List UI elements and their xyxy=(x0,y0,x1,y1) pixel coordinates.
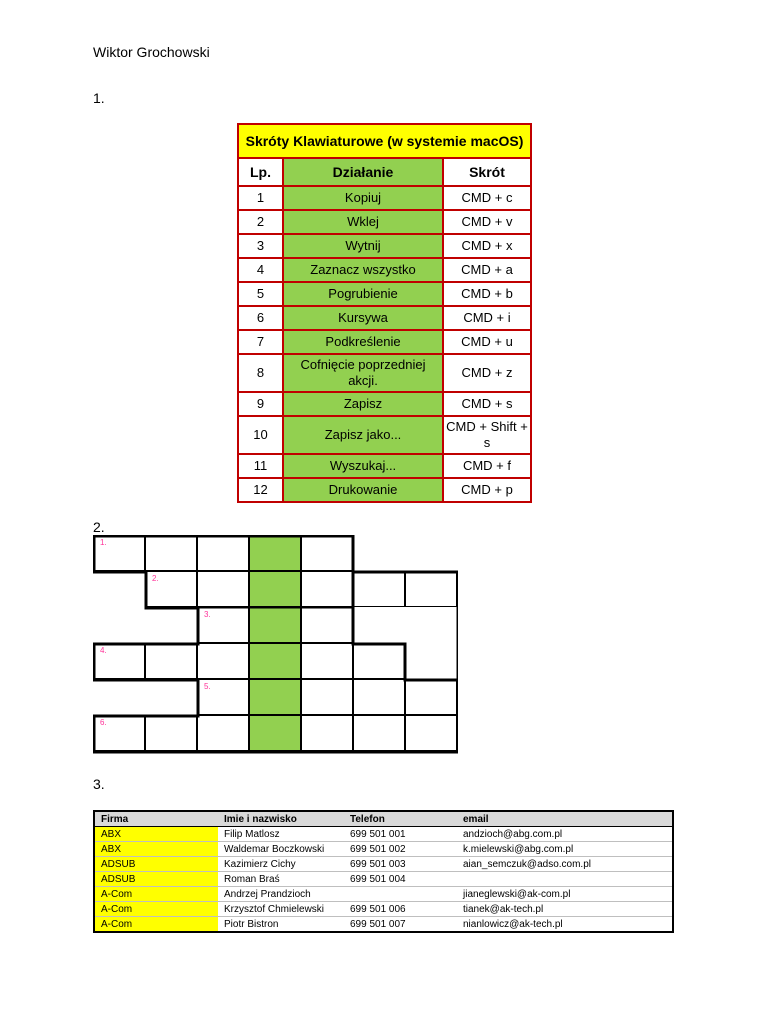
cell-shortcut: CMD + c xyxy=(443,186,531,210)
cell-name: Roman Braś xyxy=(218,872,344,887)
table-row xyxy=(238,354,531,392)
table-row xyxy=(238,392,531,416)
cell-shortcut: CMD + p xyxy=(443,478,531,502)
clue-number: 5. xyxy=(204,682,211,691)
cell-shortcut: CMD + a xyxy=(443,258,531,282)
table-row xyxy=(94,842,673,857)
cell-firma: A-Com xyxy=(94,902,218,917)
clue-number: 4. xyxy=(100,646,107,655)
cell-firma: ADSUB xyxy=(94,857,218,872)
cell-lp: 1 xyxy=(238,186,283,210)
table-header-row xyxy=(238,158,531,186)
cell-action: Podkreślenie xyxy=(283,330,443,354)
cell-email: tianek@ak-tech.pl xyxy=(457,902,673,917)
cell-lp: 6 xyxy=(238,306,283,330)
cell-firma: ADSUB xyxy=(94,872,218,887)
clue-number: 2. xyxy=(152,574,159,583)
cell-action: Drukowanie xyxy=(283,478,443,502)
crossword-grid xyxy=(93,535,458,755)
table-row xyxy=(94,887,673,902)
cell-lp: 5 xyxy=(238,282,283,306)
contacts-table xyxy=(93,810,674,933)
cell-name: Kazimierz Cichy xyxy=(218,857,344,872)
cell-action: Zapisz jako... xyxy=(283,416,443,454)
section-number-2: 2. xyxy=(93,519,105,535)
cell-shortcut: CMD + i xyxy=(443,306,531,330)
cell-firma: ABX xyxy=(94,842,218,857)
cell-action: Wytnij xyxy=(283,234,443,258)
table-row xyxy=(238,330,531,354)
cell-name: Filip Matlosz xyxy=(218,827,344,842)
cell-lp: 7 xyxy=(238,330,283,354)
cell-firma: A-Com xyxy=(94,917,218,933)
table-row xyxy=(94,827,673,842)
cell-shortcut: CMD + Shift + s xyxy=(443,416,531,454)
table-row xyxy=(94,902,673,917)
cell-firma: A-Com xyxy=(94,887,218,902)
table-row xyxy=(94,872,673,887)
cell-phone: 699 501 003 xyxy=(344,857,457,872)
header-firma: Firma xyxy=(94,811,218,827)
cell-lp: 12 xyxy=(238,478,283,502)
table-row xyxy=(238,186,531,210)
contacts-header-row xyxy=(94,811,673,827)
cell-name: Piotr Bistron xyxy=(218,917,344,933)
cell-shortcut: CMD + x xyxy=(443,234,531,258)
cell-shortcut: CMD + z xyxy=(443,354,531,392)
cell-email: aian_semczuk@adso.com.pl xyxy=(457,857,673,872)
cell-action: Wyszukaj... xyxy=(283,454,443,478)
section-number-3: 3. xyxy=(93,776,105,792)
header-email: email xyxy=(457,811,673,827)
cell-shortcut: CMD + f xyxy=(443,454,531,478)
header-phone: Telefon xyxy=(344,811,457,827)
shortcuts-table xyxy=(237,123,532,503)
cell-name: Waldemar Boczkowski xyxy=(218,842,344,857)
clue-number: 6. xyxy=(100,718,107,727)
cell-lp: 9 xyxy=(238,392,283,416)
cell-lp: 4 xyxy=(238,258,283,282)
cell-shortcut: CMD + v xyxy=(443,210,531,234)
cell-email: andzioch@abg.com.pl xyxy=(457,827,673,842)
cell-phone xyxy=(344,887,457,902)
cell-action: Wklej xyxy=(283,210,443,234)
cell-lp: 8 xyxy=(238,354,283,392)
table-row xyxy=(94,857,673,872)
cell-email: nianlowicz@ak-tech.pl xyxy=(457,917,673,933)
crossword-outline xyxy=(93,535,458,755)
table-row xyxy=(238,258,531,282)
section-number-1: 1. xyxy=(93,90,105,106)
table-row xyxy=(238,416,531,454)
table-row xyxy=(238,282,531,306)
cell-email xyxy=(457,872,673,887)
clue-number: 3. xyxy=(204,610,211,619)
clue-number: 1. xyxy=(100,538,107,547)
cell-phone: 699 501 002 xyxy=(344,842,457,857)
cell-name: Krzysztof Chmielewski xyxy=(218,902,344,917)
cell-action: Cofnięcie poprzedniej akcji. xyxy=(283,354,443,392)
cell-lp: 11 xyxy=(238,454,283,478)
table-row xyxy=(238,478,531,502)
table-row xyxy=(94,917,673,933)
cell-shortcut: CMD + u xyxy=(443,330,531,354)
cell-phone: 699 501 001 xyxy=(344,827,457,842)
header-name: Imie i nazwisko xyxy=(218,811,344,827)
header-shortcut: Skrót xyxy=(443,158,531,186)
table-row xyxy=(238,454,531,478)
table-row xyxy=(238,210,531,234)
cell-lp: 2 xyxy=(238,210,283,234)
cell-email: k.mielewski@abg.com.pl xyxy=(457,842,673,857)
table-title: Skróty Klawiaturowe (w systemie macOS) xyxy=(238,124,531,158)
header-action: Działanie xyxy=(283,158,443,186)
cell-shortcut: CMD + s xyxy=(443,392,531,416)
table-row xyxy=(238,234,531,258)
cell-firma: ABX xyxy=(94,827,218,842)
cell-action: Kursywa xyxy=(283,306,443,330)
crossword-outline-path xyxy=(94,536,458,752)
cell-shortcut: CMD + b xyxy=(443,282,531,306)
cell-action: Kopiuj xyxy=(283,186,443,210)
cell-lp: 3 xyxy=(238,234,283,258)
cell-email: jianeglewski@ak-com.pl xyxy=(457,887,673,902)
cell-action: Pogrubienie xyxy=(283,282,443,306)
cell-action: Zapisz xyxy=(283,392,443,416)
cell-name: Andrzej Prandzioch xyxy=(218,887,344,902)
cell-action: Zaznacz wszystko xyxy=(283,258,443,282)
table-title-row xyxy=(238,124,531,158)
table-row xyxy=(238,306,531,330)
cell-lp: 10 xyxy=(238,416,283,454)
cell-phone: 699 501 004 xyxy=(344,872,457,887)
cell-phone: 699 501 006 xyxy=(344,902,457,917)
author-name: Wiktor Grochowski xyxy=(93,44,210,60)
cell-phone: 699 501 007 xyxy=(344,917,457,933)
header-lp: Lp. xyxy=(238,158,283,186)
